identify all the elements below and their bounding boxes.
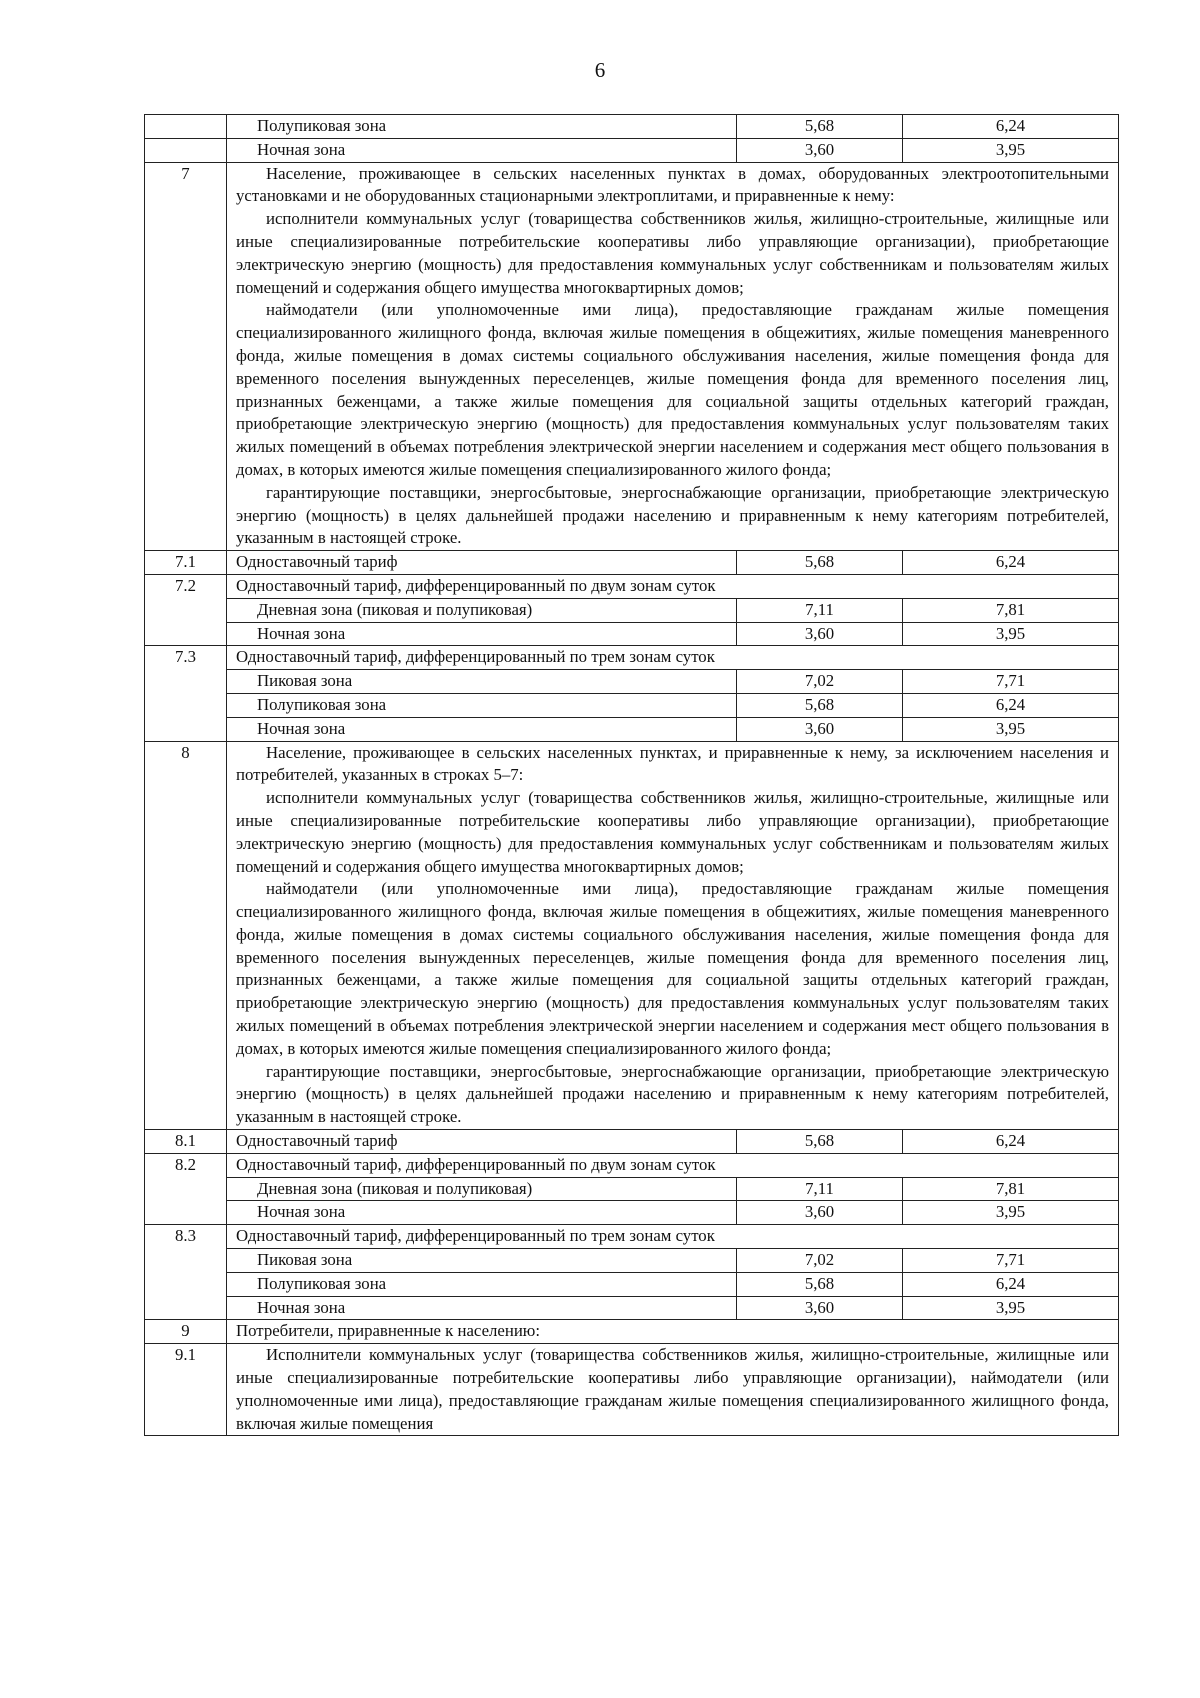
- tariff-value-1: 3,60: [737, 1296, 903, 1320]
- tariff-value-2: 3,95: [903, 717, 1119, 741]
- row-number: 9: [145, 1320, 227, 1344]
- category-label: Потребители, приравненные к населению:: [227, 1320, 1119, 1344]
- tariff-value-2: 7,81: [903, 598, 1119, 622]
- tariff-value-1: 7,02: [737, 1249, 903, 1273]
- table-row: [145, 1225, 1119, 1249]
- paragraph: наймодатели (или уполномоченные ими лица), предоставляющие гражданам жилые помещения специализированного жилищного фонда, включая жилые помещения в общежитиях, жилые помещения маневренного фонда, жилые помещения в домах системы социального обслуживания населения, жилые помещения фонда для временного поселения вынужденных переселенцев, жилые помещения фонда для временного поселения лиц, признанных беженцами, а также жилые помещения для социальной защиты отдельных категорий граждан, приобретающие электрическую энергию (мощность) для предоставления коммунальных услуг пользователям таких жилых помещений в объемах потребления электрической энергии населением и содержания мест общего пользования в домах, в которых имеются жилые помещения специализированного жилого фонда;: [236, 879, 1109, 1058]
- tariff-value-2: 3,95: [903, 1201, 1119, 1225]
- row-number: 7.2: [145, 574, 227, 645]
- table-row: [145, 162, 1119, 551]
- paragraph: наймодатели (или уполномоченные ими лица), предоставляющие гражданам жилые помещения специализированного жилищного фонда, включая жилые помещения в общежитиях, жилые помещения маневренного фонда, жилые помещения в домах системы социального обслуживания населения, жилые помещения фонда для временного поселения вынужденных переселенцев, жилые помещения фонда для временного поселения лиц, признанных беженцами, а также жилые помещения для социальной защиты отдельных категорий граждан, приобретающие электрическую энергию (мощность) для предоставления коммунальных услуг пользователям таких жилых помещений в объемах потребления электрической энергии населением и содержания мест общего пользования в домах, в которых имеются жилые помещения специализированного жилого фонда;: [236, 300, 1109, 479]
- row-number: 7.3: [145, 646, 227, 741]
- zone-label: Ночная зона: [227, 717, 737, 741]
- tariff-value-1: 3,60: [737, 622, 903, 646]
- zone-label: Полупиковая зона: [227, 1272, 737, 1296]
- table-row: [145, 1272, 1119, 1296]
- paragraph: Исполнители коммунальных услуг (товарищества собственников жилья, жилищно-строительные, жилищные или иные специализированные потребительские кооперативы либо управляющие организации), наймодатели (или уполномоченные ими лица), предоставляющие гражданам жилые помещения специализированного жилищного фонда, включая жилые помещения: [236, 1345, 1109, 1433]
- zone-label: Полупиковая зона: [227, 693, 737, 717]
- zone-label: Пиковая зона: [227, 1249, 737, 1273]
- table-row: [145, 1249, 1119, 1273]
- category-description: [227, 741, 1119, 1130]
- tariff-value-2: 6,24: [903, 115, 1119, 139]
- paragraph: Население, проживающее в сельских населенных пунктах в домах, оборудованных электроотопительными установками и не оборудованных стационарными электроплитами, и приравненные к нему:: [236, 163, 1109, 206]
- paragraph: гарантирующие поставщики, энергосбытовые, энергоснабжающие организации, приобретающие электрическую энергию (мощность) в целях дальнейшей продажи населению и приравненным к нему категориям потребителей, указанным в настоящей строке.: [236, 482, 1109, 548]
- table-row: [145, 693, 1119, 717]
- table-row: [145, 1177, 1119, 1201]
- row-number: 8.2: [145, 1153, 227, 1224]
- zone-label: Ночная зона: [227, 1201, 737, 1225]
- tariff-value-1: 3,60: [737, 717, 903, 741]
- row-number: 9.1: [145, 1344, 227, 1436]
- category-description: [227, 162, 1119, 551]
- table-row: [145, 1320, 1119, 1344]
- paragraph: исполнители коммунальных услуг (товарищества собственников жилья, жилищно-строительные, жилищные или иные специализированные потребительские кооперативы либо управляющие организации), приобретающие электрическую энергию (мощность) для предоставления коммунальных услуг собственникам и пользователям жилых помещений и содержания общего имущества многоквартирных домов;: [236, 788, 1109, 876]
- row-number: 7: [145, 162, 227, 551]
- row-number: 8.3: [145, 1225, 227, 1320]
- zone-label: Ночная зона: [227, 138, 737, 162]
- tariff-value-1: 3,60: [737, 138, 903, 162]
- row-number: 7.1: [145, 551, 227, 575]
- paragraph: исполнители коммунальных услуг (товарищества собственников жилья, жилищно-строительные, жилищные или иные специализированные потребительские кооперативы либо управляющие организации), приобретающие электрическую энергию (мощность) для предоставления коммунальных услуг собственникам и пользователям жилых помещений и содержания общего имущества многоквартирных домов;: [236, 209, 1109, 297]
- tariff-value-1: 7,02: [737, 670, 903, 694]
- zone-label: Дневная зона (пиковая и полупиковая): [227, 1177, 737, 1201]
- row-number: [145, 115, 227, 139]
- tariff-value-1: 5,68: [737, 115, 903, 139]
- table-row: [145, 1296, 1119, 1320]
- tariff-value-2: 6,24: [903, 1272, 1119, 1296]
- row-number: [145, 138, 227, 162]
- tariff-value-2: 7,71: [903, 1249, 1119, 1273]
- tariff-value-1: 5,68: [737, 1130, 903, 1154]
- tariff-label: Одноставочный тариф, дифференцированный по трем зонам суток: [227, 646, 1119, 670]
- tariff-value-1: 3,60: [737, 1201, 903, 1225]
- zone-label: Пиковая зона: [227, 670, 737, 694]
- row-number: 8: [145, 741, 227, 1130]
- tariff-table: [144, 114, 1119, 1436]
- zone-label: Полупиковая зона: [227, 115, 737, 139]
- tariff-value-2: 6,24: [903, 1130, 1119, 1154]
- zone-label: Ночная зона: [227, 622, 737, 646]
- table-row: [145, 741, 1119, 1130]
- tariff-value-2: 7,81: [903, 1177, 1119, 1201]
- tariff-value-2: 3,95: [903, 1296, 1119, 1320]
- row-number: 8.1: [145, 1130, 227, 1154]
- zone-label: Дневная зона (пиковая и полупиковая): [227, 598, 737, 622]
- tariff-value-1: 7,11: [737, 598, 903, 622]
- tariff-value-2: 6,24: [903, 693, 1119, 717]
- tariff-value-2: 3,95: [903, 138, 1119, 162]
- table-row: [145, 138, 1119, 162]
- tariff-value-2: 3,95: [903, 622, 1119, 646]
- tariff-label: Одноставочный тариф, дифференцированный по трем зонам суток: [227, 1225, 1119, 1249]
- tariff-label: Одноставочный тариф, дифференцированный по двум зонам суток: [227, 574, 1119, 598]
- tariff-value-1: 5,68: [737, 693, 903, 717]
- tariff-label: Одноставочный тариф, дифференцированный по двум зонам суток: [227, 1153, 1119, 1177]
- table-row: [145, 1130, 1119, 1154]
- table-row: [145, 1201, 1119, 1225]
- table-row: [145, 598, 1119, 622]
- tariff-value-1: 5,68: [737, 1272, 903, 1296]
- paragraph: Население, проживающее в сельских населенных пунктах, и приравненные к нему, за исключением населения и потребителей, указанных в строках 5–7:: [236, 742, 1109, 785]
- zone-label: Ночная зона: [227, 1296, 737, 1320]
- category-description: [227, 1344, 1119, 1436]
- table-row: [145, 670, 1119, 694]
- table-row: [145, 1153, 1119, 1177]
- table-row: [145, 115, 1119, 139]
- table-row: [145, 551, 1119, 575]
- tariff-value-1: 7,11: [737, 1177, 903, 1201]
- table-row: [145, 717, 1119, 741]
- tariff-value-1: 5,68: [737, 551, 903, 575]
- table-row: [145, 574, 1119, 598]
- tariff-label: Одноставочный тариф: [227, 551, 737, 575]
- tariff-value-2: 6,24: [903, 551, 1119, 575]
- table-row: [145, 622, 1119, 646]
- table-row: [145, 646, 1119, 670]
- tariff-label: Одноставочный тариф: [227, 1130, 737, 1154]
- tariff-value-2: 7,71: [903, 670, 1119, 694]
- table-row: [145, 1344, 1119, 1436]
- page-number: 6: [594, 58, 606, 82]
- paragraph: гарантирующие поставщики, энергосбытовые, энергоснабжающие организации, приобретающие электрическую энергию (мощность) в целях дальнейшей продажи населению и приравненным к нему категориям потребителей, указанным в настоящей строке.: [236, 1061, 1109, 1127]
